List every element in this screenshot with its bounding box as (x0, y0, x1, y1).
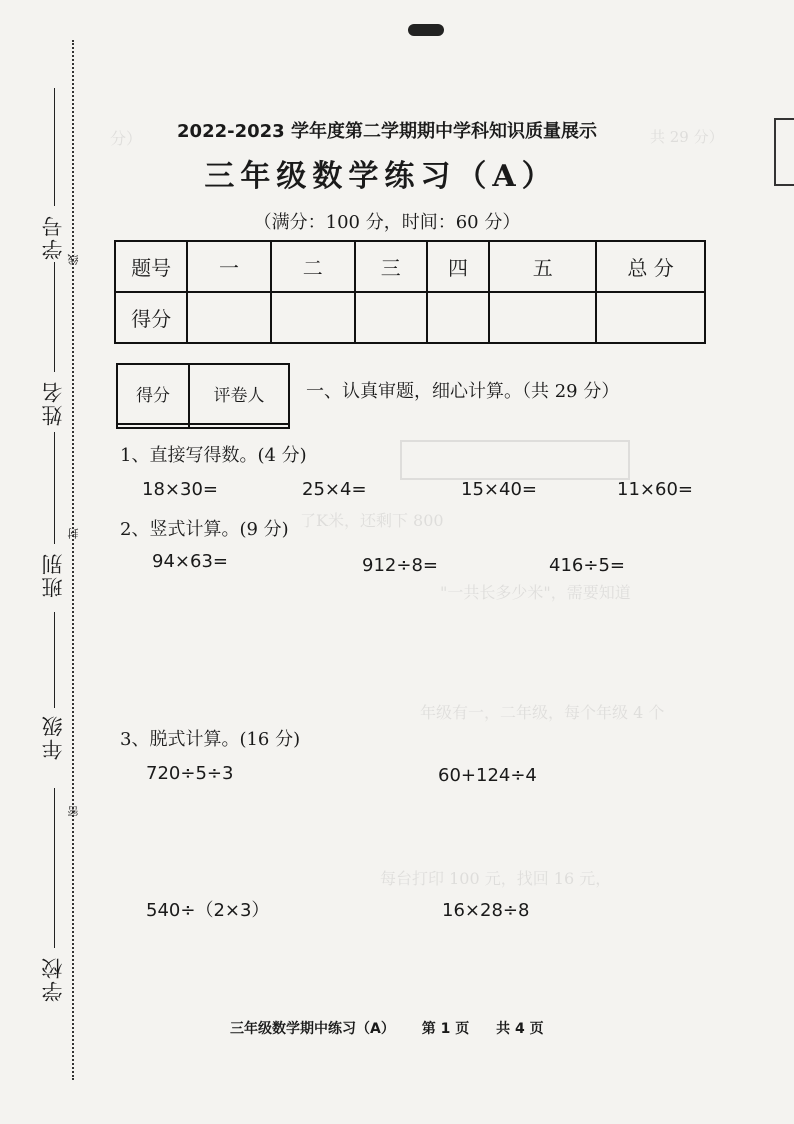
score-table-column: 总 分 (596, 241, 705, 292)
section-1-heading: 一、认真审题，细心计算。（共 29 分） (306, 381, 620, 402)
student-id-label: 学号 (41, 214, 65, 260)
grader-score-cell[interactable] (117, 424, 189, 428)
question-1-label: 1、直接写得数。(4 分) (120, 445, 307, 466)
problem-item: 60+124÷4 (438, 765, 537, 786)
score-table-column: 五 (489, 241, 596, 292)
score-table-column: 二 (271, 241, 355, 292)
bleed-through-text: 共 29 分） (650, 128, 724, 146)
name-label: 姓名 (41, 380, 65, 426)
score-cell[interactable] (355, 292, 427, 343)
problem-item: 16×28÷8 (442, 900, 530, 921)
question-3-label: 3、脱式计算。(16 分) (120, 729, 301, 750)
score-table-column: 四 (427, 241, 490, 292)
score-table-score-row (115, 292, 705, 343)
bleed-through-text: 了K米，还剩下 800 (300, 511, 444, 530)
problem-item: 416÷5= (549, 555, 625, 576)
score-table-column: 一 (187, 241, 271, 292)
score-cell[interactable] (596, 292, 705, 343)
page-footer (230, 1018, 566, 1038)
question-2-label: 2、竖式计算。(9 分) (120, 519, 289, 540)
exam-title: 三年级数学练习（A） (204, 159, 558, 194)
ink-blot (408, 24, 444, 36)
grade-line (54, 612, 55, 708)
score-cell[interactable] (427, 292, 490, 343)
bleed-through-text: 每台打印 100 元，找回 16 元， (380, 869, 612, 888)
bleed-through-text: 年级有一，二年级，每个年级 4 个 (420, 703, 665, 722)
school-label: 学校 (41, 956, 65, 1002)
fold-mark-line: 线 (67, 254, 80, 265)
binding-dotted-line (72, 40, 74, 1080)
problem-item: 11×60= (617, 479, 693, 500)
bleed-through-box (400, 440, 630, 480)
grade-label: 年级 (41, 714, 65, 760)
score-table-header-row (115, 241, 705, 292)
score-cell[interactable] (271, 292, 355, 343)
problem-item: 912÷8= (362, 555, 438, 576)
score-table-row-header: 题号 (115, 241, 187, 292)
name-line (54, 262, 55, 372)
class-label: 班别 (41, 552, 65, 598)
fold-mark-secret: 密 (67, 806, 80, 817)
score-cell[interactable] (187, 292, 271, 343)
grader-name-label: 评卷人 (189, 364, 289, 424)
problem-item: 94×63= (152, 551, 228, 572)
school-line (54, 788, 55, 948)
problem-item: 15×40= (461, 479, 537, 500)
score-table-column: 三 (355, 241, 427, 292)
bleed-through-text: 分） (110, 129, 143, 148)
grader-name-cell[interactable] (189, 424, 289, 428)
problem-item: 720÷5÷3 (146, 763, 234, 784)
school-year-heading: 2022-2023 学年度第二学期期中学科知识质量展示 (177, 121, 597, 142)
fold-mark-seal: 封 (67, 528, 80, 539)
score-cell[interactable] (489, 292, 596, 343)
class-line (54, 432, 55, 544)
problem-item: 540÷（2×3） (146, 900, 270, 921)
problem-item: 18×30= (142, 479, 218, 500)
footer-page-total: 共 4 页 (496, 1021, 544, 1037)
grader-score-label: 得分 (117, 364, 189, 424)
score-table-row-header: 得分 (115, 292, 187, 343)
exam-meta: （满分：100 分，时间：60 分） (253, 212, 521, 233)
footer-page-number: 第 1 页 (421, 1021, 470, 1037)
grader-box (116, 363, 290, 429)
problem-item: 25×4= (302, 479, 367, 500)
bleed-through-text: "一共长多少米"，需要知道 (440, 583, 631, 602)
footer-paper-name: 三年级数学期中练习（A） (230, 1021, 395, 1037)
score-table (114, 240, 706, 344)
